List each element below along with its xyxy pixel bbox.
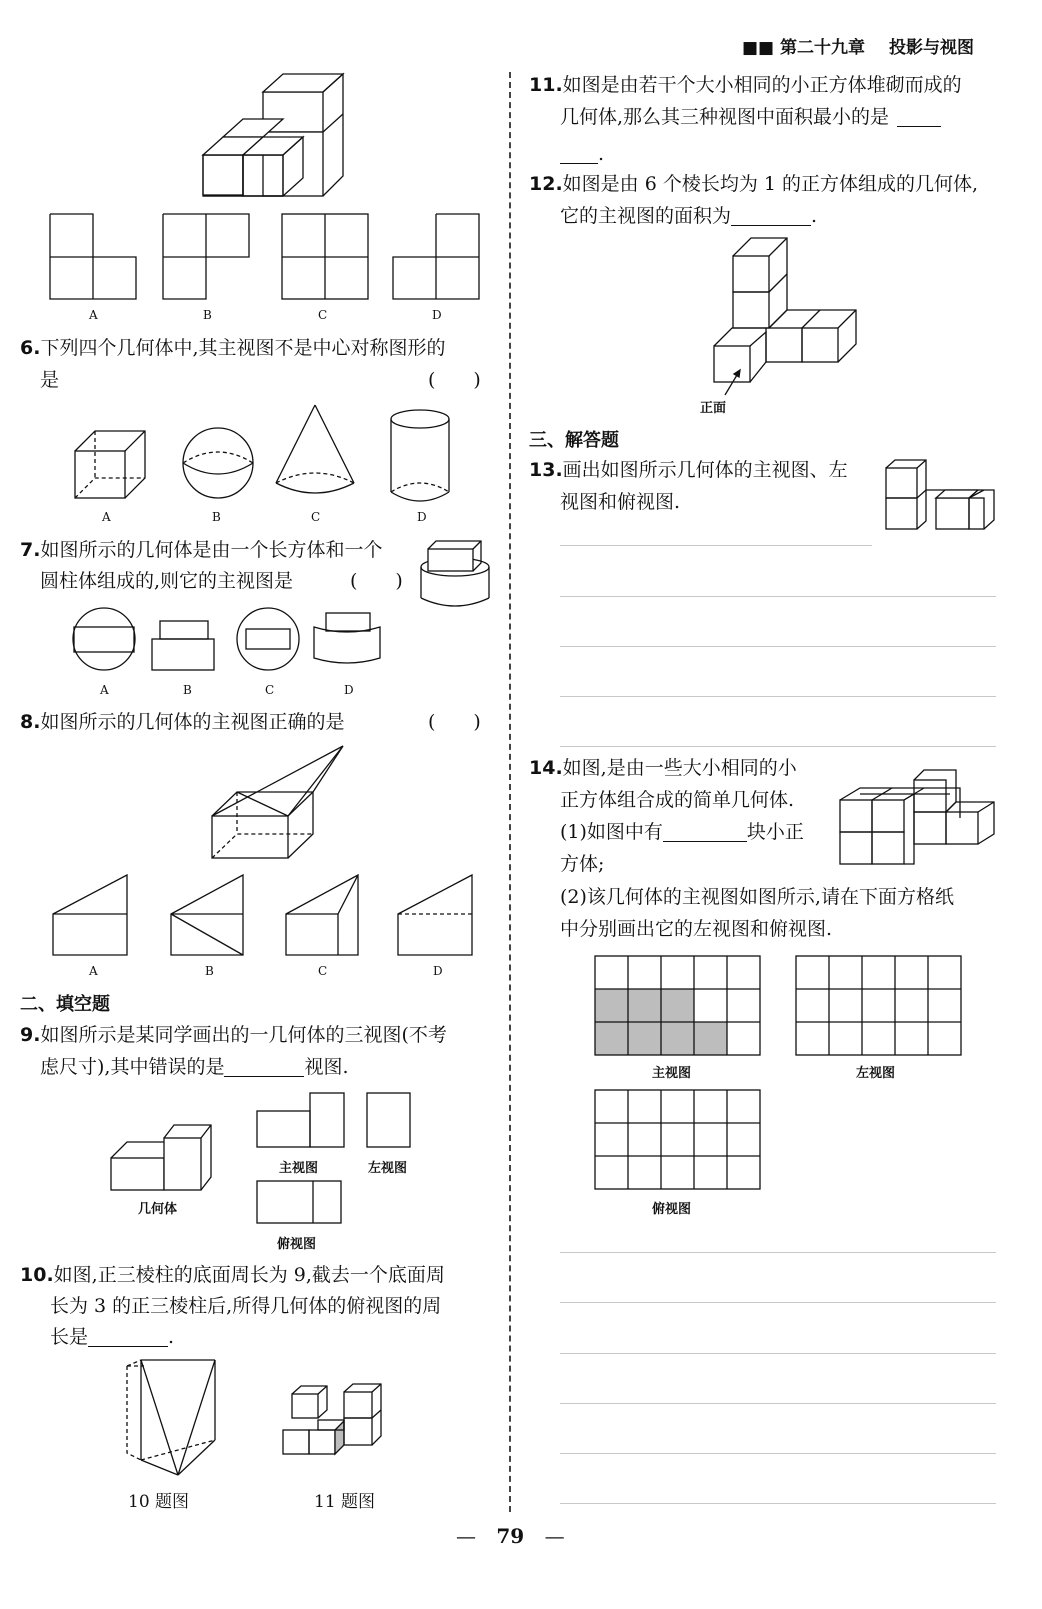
page-number: 79 xyxy=(496,1524,525,1548)
q10-text-line3a: 长是 xyxy=(50,1326,89,1348)
q6-option-d[interactable]: D xyxy=(417,510,427,524)
q6-text-line1: 下列四个几何体中,其主视图不是中心对称图形的 xyxy=(40,337,446,359)
q14-text-line1: 如图,是由一些大小相同的小 xyxy=(562,757,797,779)
q6-option-a[interactable]: A xyxy=(102,510,111,524)
q7-option-b[interactable]: B xyxy=(183,683,192,697)
q12-text-line2a: 它的主视图的面积为 xyxy=(560,205,732,227)
q5-option-b[interactable]: B xyxy=(203,308,212,322)
q14-part1-text-a: (1)如图中有 xyxy=(560,821,663,843)
q7-option-c[interactable]: C xyxy=(265,683,275,697)
q14-part1-text-b: 块小正 xyxy=(746,821,804,843)
q12-text-line2b: . xyxy=(811,205,818,227)
q9-left-view-label: 左视图 xyxy=(368,1161,408,1176)
q14-answer-line-2[interactable] xyxy=(560,1302,996,1303)
q6-option-c[interactable]: C xyxy=(311,510,321,524)
footer-dash-left: — xyxy=(456,1524,476,1548)
q14-answer-line-5[interactable] xyxy=(560,1453,996,1454)
q7-number: 7. xyxy=(20,539,41,561)
chapter-title: 投影与视图 xyxy=(888,38,974,58)
q11-text-line1: 如图是由若干个大小相同的小正方体堆砌而成的 xyxy=(562,74,962,96)
q14-front-view-label: 主视图 xyxy=(652,1066,692,1081)
q11-number: 11. xyxy=(529,74,563,96)
q10-text-line3b: . xyxy=(168,1326,175,1348)
q8-option-c[interactable]: C xyxy=(318,964,328,978)
q7-text-line1: 如图所示的几何体是由一个长方体和一个 xyxy=(40,539,383,561)
q10-text-line1: 如图,正三棱柱的底面周长为 9,截去一个底面周 xyxy=(53,1264,445,1286)
q9-text-line2a: 虑尺寸),其中错误的是 xyxy=(40,1056,225,1078)
q11-text-line3: . xyxy=(598,143,605,165)
q14-number: 14. xyxy=(529,757,563,779)
q6-option-b[interactable]: B xyxy=(212,510,221,524)
q5-option-d[interactable]: D xyxy=(432,308,442,322)
q7-option-d[interactable]: D xyxy=(344,683,354,697)
q11-figure-caption: 11 题图 xyxy=(314,1492,376,1512)
q10-text-line2: 长为 3 的正三棱柱后,所得几何体的俯视图的周 xyxy=(50,1295,442,1317)
section-answer-title: 三、解答题 xyxy=(529,430,619,451)
q7-answer-paren[interactable]: ( ) xyxy=(350,570,403,592)
q14-top-view-label: 俯视图 xyxy=(652,1202,692,1217)
q7-option-a[interactable]: A xyxy=(100,683,109,697)
q12-number: 12. xyxy=(529,173,563,195)
q5-option-c[interactable]: C xyxy=(318,308,328,322)
q8-option-b[interactable]: B xyxy=(205,964,214,978)
q11-text-line2: 几何体,那么其三种视图中面积最小的是 xyxy=(560,106,890,128)
q14-answer-line-4[interactable] xyxy=(560,1403,996,1404)
q13-text-line1: 画出如图所示几何体的主视图、左 xyxy=(562,459,848,481)
q9-solid-label: 几何体 xyxy=(138,1202,178,1217)
q14-left-view-label: 左视图 xyxy=(856,1066,896,1081)
q14-part2-line2: 中分别画出它的左视图和俯视图. xyxy=(560,918,833,940)
q12-text-line1: 如图是由 6 个棱长均为 1 的正方体组成的几何体, xyxy=(562,173,979,195)
q7-text-line2: 圆柱体组成的,则它的主视图是 xyxy=(40,570,294,592)
q8-answer-paren[interactable]: ( ) xyxy=(428,711,481,733)
q12-front-label: 正面 xyxy=(700,401,727,416)
q9-top-view-label: 俯视图 xyxy=(277,1237,317,1252)
chapter-label: ■■ 第二十九章 xyxy=(742,38,866,58)
q13-number: 13. xyxy=(529,459,563,481)
q6-answer-paren[interactable]: ( ) xyxy=(428,369,481,391)
page-footer xyxy=(456,1524,565,1548)
section-fill-in-title: 二、填空题 xyxy=(20,994,110,1015)
q8-text-line1: 如图所示的几何体的主视图正确的是 xyxy=(40,711,345,733)
footer-dash-right: — xyxy=(544,1524,565,1548)
q14-part1-text-c: 方体; xyxy=(560,853,605,875)
q10-figure-caption: 10 题图 xyxy=(128,1492,190,1512)
q10-number: 10. xyxy=(20,1264,54,1286)
q14-answer-line-1[interactable] xyxy=(560,1252,996,1253)
q13-text-line2: 视图和俯视图. xyxy=(560,491,681,513)
q14-text-line2: 正方体组合成的简单几何体. xyxy=(560,789,795,811)
q8-option-a[interactable]: A xyxy=(89,964,98,978)
q5-option-a[interactable]: A xyxy=(89,308,98,322)
q9-text-line2b: 视图. xyxy=(304,1056,349,1078)
q9-front-view-label: 主视图 xyxy=(279,1161,319,1176)
q6-text-line2: 是 xyxy=(40,369,60,391)
q14-answer-line-6[interactable] xyxy=(560,1503,996,1504)
q9-number: 9. xyxy=(20,1024,41,1046)
q14-answer-line-3[interactable] xyxy=(560,1353,996,1354)
q9-text-line1: 如图所示是某同学画出的一几何体的三视图(不考 xyxy=(40,1024,447,1046)
q8-number: 8. xyxy=(20,711,41,733)
q14-part2-line1: (2)该几何体的主视图如图所示,请在下面方格纸 xyxy=(560,886,954,908)
q8-option-d[interactable]: D xyxy=(433,964,443,978)
q6-number: 6. xyxy=(20,337,41,359)
